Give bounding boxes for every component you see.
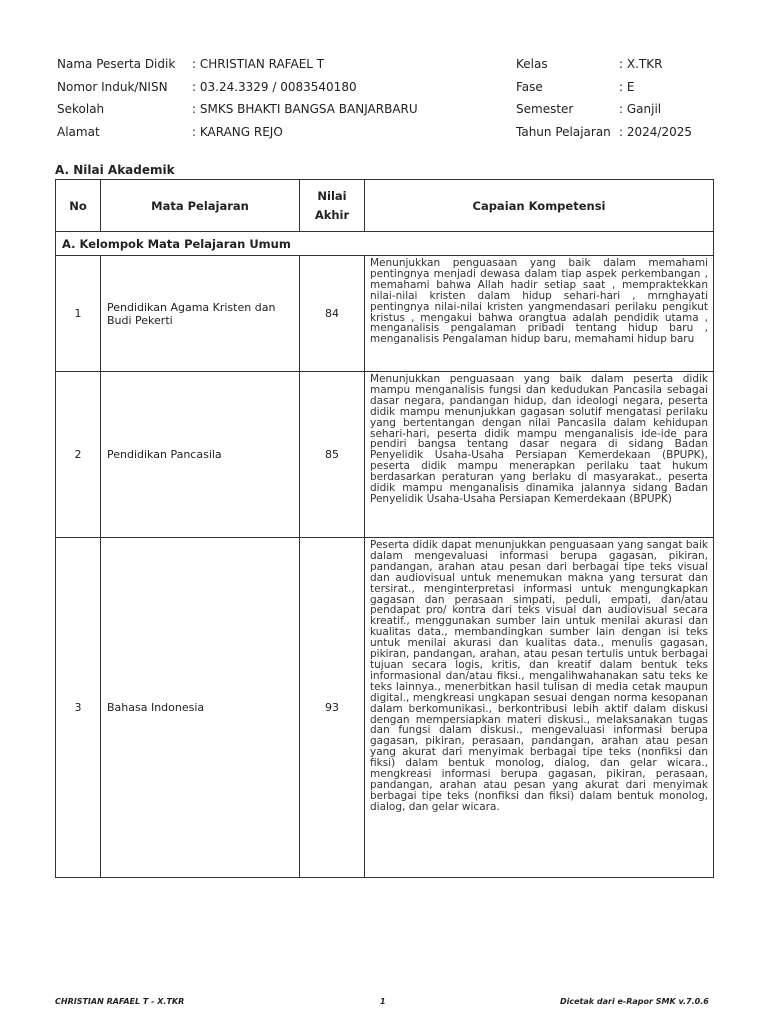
competency-text: Menunjukkan penguasaan yang baik dalam peserta didik mampu menganalisis fungsi dan kedudukan Pancasila sebagai dasar negara, pandangan hidup, dan ideologi negara, peserta didik mampu menunjukkan gagasan solutif mengatasi perilaku yang bertentangan dengan nilai Pancasila dalam kehidupan sehari-hari, peserta didik mampu menganalisis ide-ide para pendiri bangsa tentang dasar negara di sidang Badan Penyelidik Usaha-Usaha Persiapan Kemerdekaan (BPUPK), peserta didik mampu menerapkan perilaku taat hukum berdasarkan peraturan yang berlaku di masyarakat., peserta didik mampu menganalisis dinamika jalannya sidang Badan Penyelidik Usaha-Usaha Persiapan Kemerdekaan (BPUPK) xyxy=(365,372,714,538)
info-value: : X.TKR xyxy=(619,57,663,71)
footer-student: CHRISTIAN RAFAEL T - X.TKR xyxy=(55,997,185,1006)
competency-text: Menunjukkan penguasaan yang baik dalam memahami pentingnya menjadi dewasa dalam tiap aspek perkembangan , memahami bahwa Allah hadir setiap saat , mempraktekkan nilai-nilai kristen dalam hidup sehari-hari , mrnghayati pentingnya nilai-nilai kristen yangmendasari perilaku pengikut kristus , mengakui bahwa orangtua adalah pendidik utama , menganalisis pengalaman pribadi tentang hidup baru , menganalisis Pengalaman hidup baru, memahami hidup baru xyxy=(365,256,714,372)
info-value: : E xyxy=(619,80,635,94)
footer-print-info: Dicetak dari e-Rapor SMK v.7.0.6 xyxy=(560,997,709,1006)
table-row xyxy=(56,372,714,538)
info-label: Sekolah xyxy=(57,102,105,116)
info-label: Semester xyxy=(516,102,574,116)
grades-table xyxy=(55,179,714,878)
header-subject: Mata Pelajaran xyxy=(101,180,300,232)
group-title: A. Kelompok Mata Pelajaran Umum xyxy=(56,232,714,256)
header-score xyxy=(300,180,365,232)
info-value: : 03.24.3329 / 0083540180 xyxy=(192,80,357,94)
header-score-label: Nilai Akhir xyxy=(314,188,350,222)
subject-name: Pendidikan Agama Kristen dan Budi Pekerti xyxy=(101,256,300,372)
info-label: Tahun Pelajaran xyxy=(516,125,611,139)
section-title: A. Nilai Akademik xyxy=(55,163,175,177)
info-value: : SMKS BHAKTI BANGSA BANJARBARU xyxy=(192,102,418,116)
final-score: 84 xyxy=(300,256,365,372)
info-label: Nomor Induk/NISN xyxy=(57,80,168,94)
header-no: No xyxy=(56,180,101,232)
final-score: 85 xyxy=(300,372,365,538)
group-row xyxy=(56,232,714,256)
info-value: : 2024/2025 xyxy=(619,125,692,139)
table-row xyxy=(56,256,714,372)
subject-name: Pendidikan Pancasila xyxy=(101,372,300,538)
table-row xyxy=(56,538,714,878)
student-info-right xyxy=(516,57,716,147)
info-label: Nama Peserta Didik xyxy=(57,57,176,71)
competency-text: Peserta didik dapat menunjukkan penguasaan yang sangat baik dalam mengevaluasi informasi berupa gagasan, pikiran, pandangan, arahan atau pesan dari berbagai tipe teks visual dan audiovisual untuk menemukan makna yang tersurat dan tersirat., menginterpretasi informasi untuk mengungkapkan gagasan dan perasaan simpati, peduli, empati, dan/atau pendapat pro/ kontra dari teks visual dan audiovisual secara kreatif., menggunakan sumber lain untuk menilai akurasi dan kualitas data., membandingkan sumber lain dengan isi teks untuk menilai akurasi dan kualitas data., menulis gagasan, pikiran, pandangan, arahan, atau pesan tertulis untuk berbagai tujuan secara logis, kritis, dan kreatif dalam bentuk teks informasional dan/atau fiksi., mengalihwahanakan satu teks ke teks lainnya., menerbitkan hasil tulisan di media cetak maupun digital., mengkreasi ungkapan sesuai dengan norma kesopanan dalam berkomunikasi., berkontribusi lebih aktif dalam diskusi dengan mempersiapkan materi diskusi., melaksanakan tugas dan fungsi dalam diskusi., mengevaluasi informasi berupa gagasan, pikiran, perasaan, pandangan, arahan atau pesan yang akurat dari menyimak berbagai tipe teks (nonfiksi dan fiksi) dalam bentuk monolog, dialog, dan gelar wicara., mengkreasi informasi berupa gagasan, pikiran, perasaan, pandangan, arahan atau pesan yang akurat dari menyimak berbagai tipe teks (nonfiksi dan fiksi) dalam bentuk monolog, dialog, dan gelar wicara. xyxy=(365,538,714,878)
final-score: 93 xyxy=(300,538,365,878)
student-info-left xyxy=(57,57,477,147)
footer-page-number: 1 xyxy=(380,997,386,1006)
info-label: Fase xyxy=(516,80,543,94)
info-value: : KARANG REJO xyxy=(192,125,283,139)
subject-name: Bahasa Indonesia xyxy=(101,538,300,878)
info-value: : Ganjil xyxy=(619,102,662,116)
row-number: 3 xyxy=(56,538,101,878)
header-competency: Capaian Kompetensi xyxy=(365,180,714,232)
row-number: 2 xyxy=(56,372,101,538)
info-label: Alamat xyxy=(57,125,100,139)
info-label: Kelas xyxy=(516,57,548,71)
table-header-row xyxy=(56,180,714,232)
row-number: 1 xyxy=(56,256,101,372)
info-value: : CHRISTIAN RAFAEL T xyxy=(192,57,325,71)
